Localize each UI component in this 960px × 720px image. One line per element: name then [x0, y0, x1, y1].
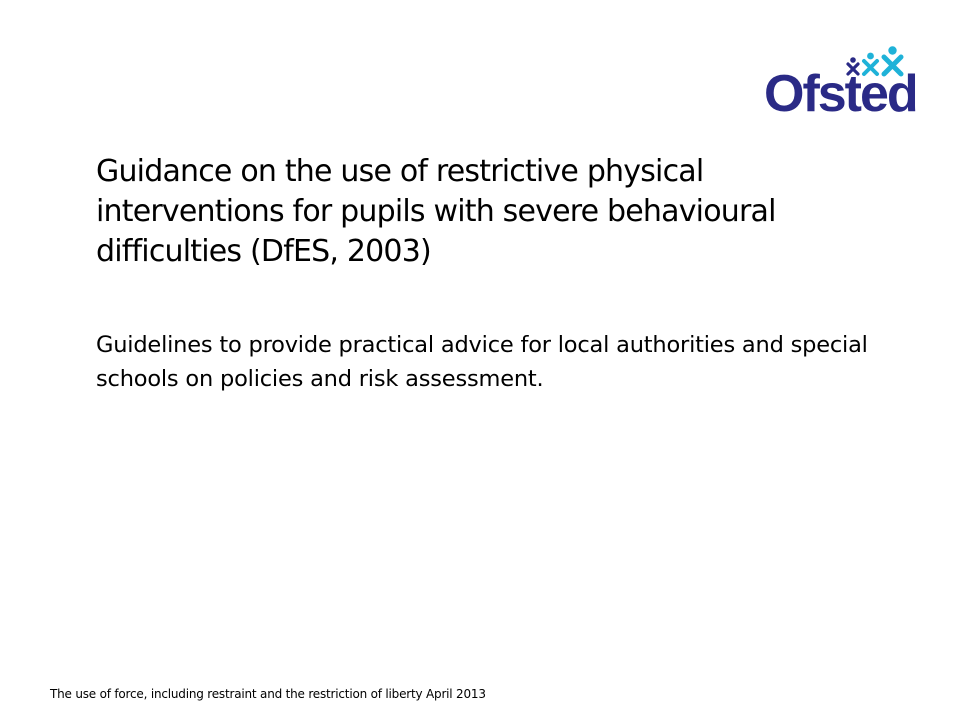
ofsted-wordmark: Ofsted — [764, 65, 917, 123]
ofsted-logo — [762, 44, 917, 124]
slide-title: Guidance on the use of restrictive physical interventions for pupils with severe behavioural difficulties (DfES, 2003) — [96, 154, 776, 269]
slide-footer: The use of force, including restraint and the restriction of liberty April 2013 — [50, 687, 486, 701]
slide-body-text: Guidelines to provide practical advice for local authorities and special schools on policies and risk assessment. — [96, 332, 868, 392]
